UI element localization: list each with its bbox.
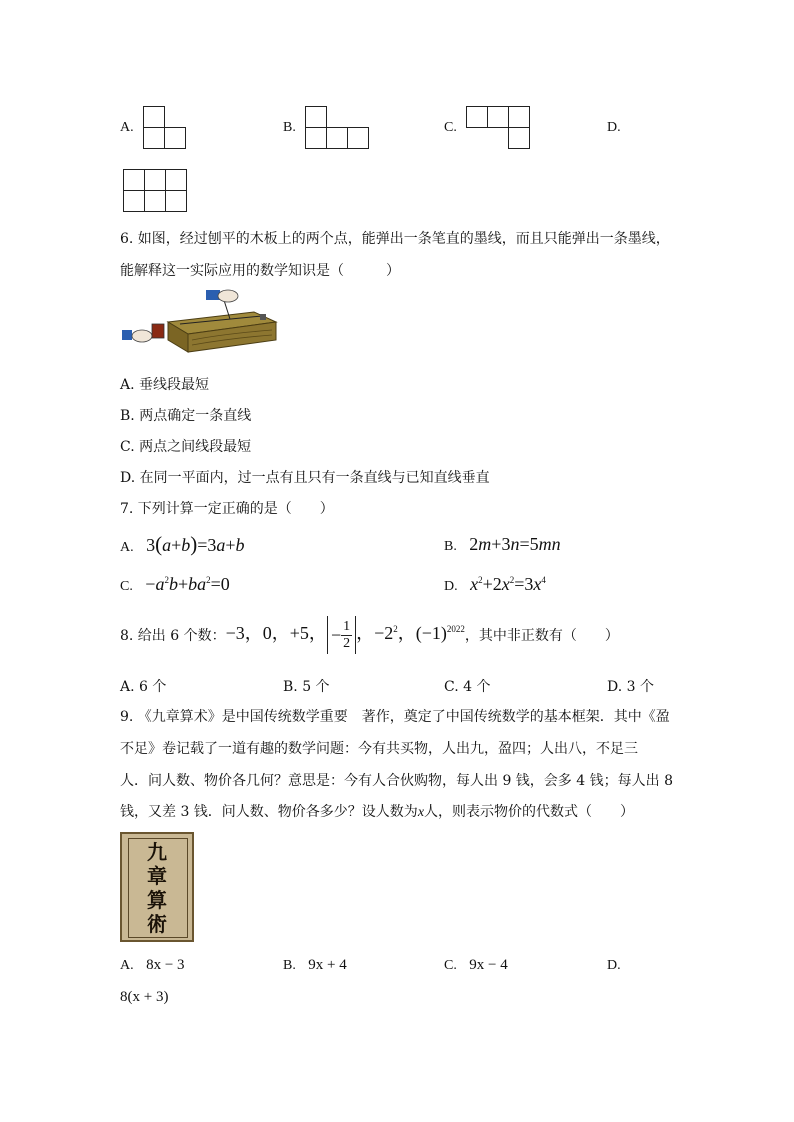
q7-option-c-key: C. <box>120 579 133 594</box>
q6-stem-line2: 能解释这一实际应用的数学知识是（ ） <box>120 263 400 279</box>
q9-option-d-expr[interactable]: 8(x + 3) <box>120 989 169 1005</box>
grid-cell <box>305 127 327 149</box>
q7-option-b[interactable] <box>444 534 561 555</box>
q6-option-a[interactable]: A. 垂线段最短 <box>120 377 210 393</box>
book-title-char: 九 <box>147 840 167 864</box>
q6-stem-line1: 6. 如图，经过刨平的木板上的两个点，能弹出一条笔直的墨线，而且只能弹出一条墨线， <box>120 231 670 247</box>
grid-cell <box>144 169 166 191</box>
book-cover-image <box>120 832 194 942</box>
q9-option-a-expr: 8x − 3 <box>146 957 185 973</box>
q7-option-b-expr: 2m+3n=5mn <box>469 534 561 554</box>
q7-option-a-expr: 3(a+b)=3a+b <box>146 532 245 556</box>
q9-var-x: x <box>417 805 425 820</box>
grid-cell <box>508 106 530 128</box>
book-title-char: 術 <box>147 912 167 936</box>
q5-option-b-key[interactable]: B. <box>283 120 296 135</box>
q7-option-c[interactable] <box>120 574 230 595</box>
q7-option-c-expr: $-a^2b+ba^2=0$ <box>145 574 230 594</box>
q9-stem-line4 <box>120 801 634 821</box>
q5-option-d-key[interactable]: D. <box>607 120 621 135</box>
q9-option-c-expr: 9x − 4 <box>469 957 508 973</box>
q9-option-c-key: C. <box>444 958 457 973</box>
q9-stem-line4a: 钱，又差 3 钱．问人数、物价各多少？设人数为 <box>120 804 418 820</box>
q8-stem-suffix: ，其中非正数有（ ） <box>464 628 619 644</box>
q7-option-d-key: D. <box>444 579 458 594</box>
grid-cell <box>508 127 530 149</box>
q5-option-a-key[interactable]: A. <box>120 120 134 135</box>
q7-option-a-key: A. <box>120 540 134 555</box>
grid-cell <box>466 106 488 128</box>
q8-stem <box>120 616 619 654</box>
grid-cell <box>347 127 369 149</box>
grid-cell <box>143 127 165 149</box>
q8-option-d[interactable]: D. 3 个 <box>607 679 654 695</box>
q9-option-a-key: A. <box>120 958 134 973</box>
q7-option-b-key: B. <box>444 539 457 554</box>
q7-stem: 7. 下列计算一定正确的是（ ） <box>120 501 334 517</box>
grid-cell <box>487 106 509 128</box>
q9-option-d[interactable] <box>607 957 621 974</box>
grid-cell <box>305 106 327 128</box>
q6-option-b[interactable]: B. 两点确定一条直线 <box>120 408 252 424</box>
book-cover-title <box>134 840 180 936</box>
q9-option-b-key: B. <box>283 958 296 973</box>
grid-cell <box>326 127 348 149</box>
q9-stem-line2: 不足》卷记载了一道有趣的数学问题：今有共买物，人出九，盈四；人出八，不足三 <box>120 741 638 757</box>
grid-cell <box>165 169 187 191</box>
q9-option-c[interactable] <box>444 957 508 974</box>
q7-option-d-expr: $x^2+2x^2=3x^4$ <box>470 574 546 594</box>
q9-option-a[interactable] <box>120 957 185 974</box>
q6-option-c[interactable]: C. 两点之间线段最短 <box>120 439 252 455</box>
grid-cell <box>165 190 187 212</box>
q7-option-a[interactable] <box>120 532 245 557</box>
q9-option-d-key: D. <box>607 958 621 973</box>
grid-cell <box>123 169 145 191</box>
q8-stem-prefix: 8. 给出 6 个数： <box>120 628 226 644</box>
grid-cell <box>123 190 145 212</box>
q6-option-d[interactable]: D. 在同一平面内，过一点有且只有一条直线与已知直线垂直 <box>120 470 490 486</box>
grid-cell <box>164 127 186 149</box>
q9-stem-line1: 9. 《九章算术》是中国传统数学重要 著作，奠定了中国传统数学的基本框架．其中《盈 <box>120 709 670 725</box>
q8-option-c[interactable]: C. 4 个 <box>444 679 491 695</box>
grid-cell <box>143 106 165 128</box>
q8-option-a[interactable]: A. 6 个 <box>120 679 167 695</box>
q9-stem-line4b: 人，则表示物价的代数式（ ） <box>424 804 635 820</box>
q8-option-b[interactable]: B. 5 个 <box>283 679 330 695</box>
q8-numbers: −3，0，+5， − $\frac{1}{2}$ ，$-2^2$，$(-1)^{2022}$ <box>226 616 465 654</box>
grid-cell <box>144 190 166 212</box>
q5-option-c-key[interactable]: C. <box>444 120 457 135</box>
book-title-char: 章 <box>147 864 167 888</box>
q6-board-illustration <box>122 288 278 358</box>
q7-option-d[interactable] <box>444 574 546 595</box>
q9-stem-line3: 人．问人数、物价各几何？意思是：今有人合伙购物，每人出 9 钱，会多 4 钱；每人出 8 <box>120 773 673 789</box>
q9-option-b[interactable] <box>283 957 347 974</box>
q9-option-b-expr: 9x + 4 <box>308 957 347 973</box>
book-title-char: 算 <box>147 888 167 912</box>
